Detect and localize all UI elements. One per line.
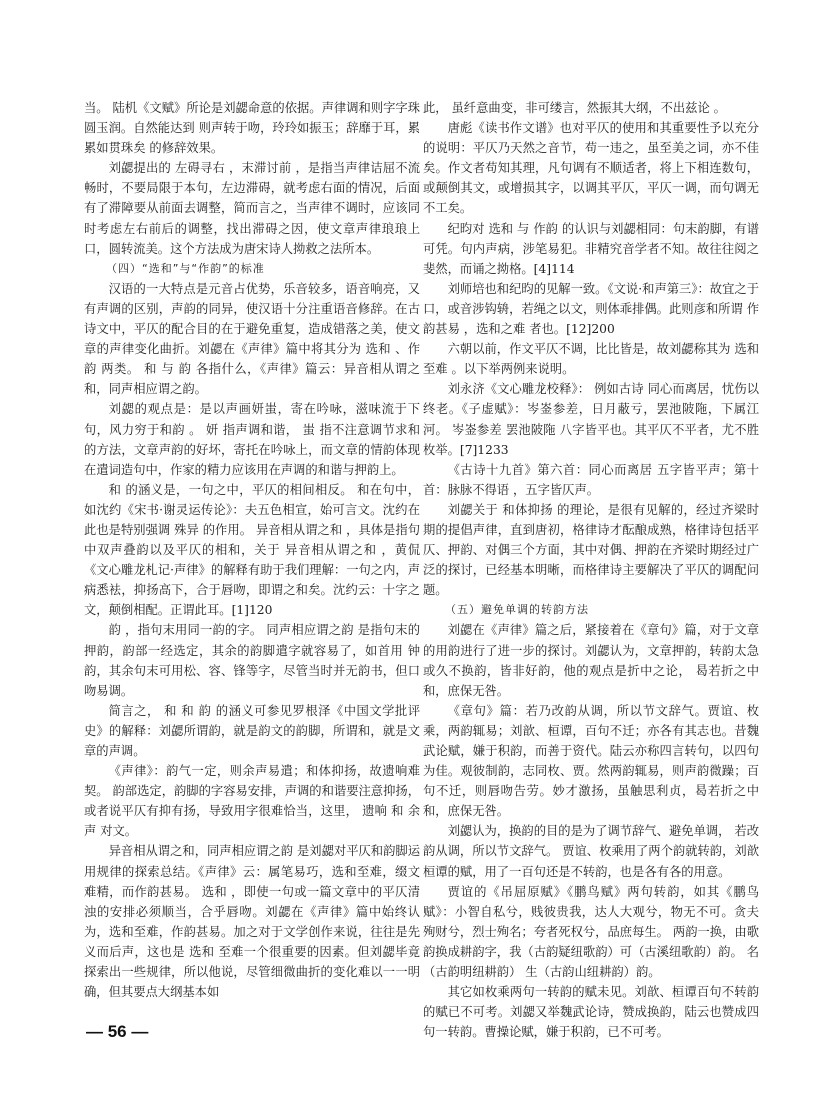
page-number: — 56 — <box>86 1022 149 1041</box>
paragraph: 异音相从谓之和，同声相应谓之韵 是刘勰对平仄和韵脚运用规律的探索总结。《声律》云：属笔易巧，选和至难，缀文难精，而作韵甚易。 选和 ，即使一句或一篇文章中的平仄清浊的安排必须顺当，合乎唇吻。刘勰在《声律》篇中始终认为，选和至难，作韵甚易。加之对于文学创作来说，往往是先义而后声，这也是 选和 至难一个很重要的因素。但刘勰毕竟探索出一些规律，所以他说，尽管细微曲折的变化难以一一明确，但其要点大纲基本如 <box>84 844 420 1000</box>
paragraph: 和 的涵义是，一句之中，平仄的相间相反。 和在句中，如沈约《宋书·谢灵运传论》：夫五色相宣，始可言文。沈约在此也是特别强调 殊异 的作用。 异音相从谓之和 ，具体是指句中双声叠韵以及平仄的相和，关于 异音相从谓之和 ，黄侃《文心雕龙札记·声律》的解释有助于我们理解：一句之内，声病悉袪，抑扬高下，合于唇吻，即谓之和矣。沈约云：十字之文，颠倒相配。正谓此耳。[1]120 <box>84 482 420 618</box>
paragraph: 《章句》篇：若乃改韵从调，所以节文辞气。贾谊、枚乘，两韵辄易；刘歆、桓谭，百句不迁；亦各有其志也。昔魏武论赋，嫌于积韵，而善于资代。陆云亦称四言转句，以四句为佳。观彼制韵，志同枚、贾。然两韵辄易，则声韵微躁；百句不迁，则唇吻告劳。妙才激扬，虽触思利贞，曷若折之中和，庶保无咎。 <box>423 703 759 819</box>
paragraph: 其它如枚乘两句一转韵的赋未见。刘歆、桓谭百句不转韵的赋已不可考。刘勰又举魏武论诗，赞成换韵，陆云也赞成四句一转韵。曹操论赋，嫌于积韵，已不可考。 <box>423 985 759 1040</box>
paragraph: 刘永济《文心雕龙校释》： 例如古诗 同心而离居，忧伤以终老。《子虚赋》：岑崟参差，日月蔽亏，罢池陂陁，下属江河。 岑崟参差 罢池陂陁 八字皆平也。其平仄不平者，尤不胜枚举。[7]1233 <box>423 382 759 457</box>
right-column <box>423 98 759 1042</box>
paragraph: 当。 陆机《文赋》所论是刘勰命意的依据。声律调和则字字珠圆玉润。自然能达到 则声转于吻，玲玲如振玉；辞靡于耳，累累如贯珠矣 的修辞效果。 <box>84 101 420 156</box>
paragraph: 《声律》：韵气一定，则余声易遣；和体抑扬，故遗响难契。 韵部选定，韵脚的字容易安排，声调的和谐要注意抑扬，或者说平仄有抑有扬，导致用字很难恰当，这里， 遗响 和 余声 对文。 <box>84 764 420 839</box>
paragraph: 刘勰提出的 左碍寻右 ，末滞讨前 ，是指当声律诘屈不流畅时，不要局限于本句，左边滞碍，就考虑右面的情况，后面有了滞障要从前面去调整，简而言之，当声律不调时，应该同时考虑左右前后的调整，找出滞碍之因，使文章声律琅琅上口，圆转流美。这个方法成为唐宋诗人拗救之法所本。 <box>84 161 420 256</box>
paragraph: 唐彪《读书作文谱》也对平仄的使用和其重要性予以充分的说明：平仄乃天然之音节，苟一违之，虽至美之词，亦不佳矣。作文者苟知其理，凡句调有不顺适者，将上下相连数句，或颠倒其文，或增损其字，以调其平仄，平仄一调，而句调无不工矣。 <box>423 121 759 216</box>
paragraph: 纪昀对 选和 与 作韵 的认识与刘勰相同：句末韵脚，有谱可凭。句内声病，涉笔易犯。非精究音学者不知。故往往阅之斐然，而诵之拗格。[4]114 <box>423 221 759 276</box>
paragraph: 刘勰认为，换韵的目的是为了调节辞气、避免单调， 若改韵从调，所以节文辞气。 贾谊、枚乘用了两个韵就转韵，刘歆桓谭的赋，用了一百句还是不转韵，也是各有各的用意。 <box>423 824 759 879</box>
left-column <box>84 98 420 1002</box>
paragraph: 六朝以前，作文平仄不调，比比皆是，故刘勰称其为 选和至难 。以下举两例来说明。 <box>423 342 759 377</box>
paragraph: 《古诗十九首》第六首：同心而离居 五字皆平声；第十首：脉脉不得语 ，五字皆仄声。 <box>423 462 759 497</box>
paragraph: 刘勰关于 和体抑扬 的理论，是很有见解的，经过齐梁时期的提倡声律，直到唐初，格律诗才酝酿成熟，格律诗包括平仄、押韵、对偶三个方面，其中对偶、押韵在齐梁时期经过广泛的探讨，已经基本明晰，而格律诗主要解决了平仄的调配问题。 <box>423 502 759 598</box>
section-heading: （五）避免单调的转韵方法 <box>445 603 589 617</box>
paragraph: 刘勰的观点是：是以声画妍蚩，寄在吟咏，滋味流于下句，风力穷于和韵 。 妍 指声调和谐， 蚩 指不注意调节求和的方法，文章声韵的好坏，寄托在吟咏上，而文章的情韵体现在遣词造句中，作家的精力应该用在声调的和谐与押韵上。 <box>84 402 420 477</box>
paragraph: 贾谊的《吊屈原赋》《鹏鸟赋》两句转韵，如其《鹏鸟赋》：小智自私兮，贱彼贵我，达人大观兮，物无不可。贪夫殉财兮，烈士殉名；夸者死权兮，品庶每生。 两韵一换，由歌韵换成耕韵字，我（古韵疑纽歌韵）可（古溪纽歌韵）韵。 名（古韵明纽耕韵） 生（古韵山纽耕韵）韵。 <box>423 884 759 980</box>
paragraph: 简言之， 和 和 韵 的涵义可参见罗根泽《中国文学批评史》的解释：刘勰所谓韵，就是韵文的韵脚，所谓和，就是文章的声调。 <box>84 703 420 758</box>
paragraph: 刘师培也和纪昀的见解一致。《文说·和声第三》：故宜之于口，或音涉钩辀，若绳之以文，则体乖排偶。此则彦和所谓 作韵甚易 ，选和之难 者也。[12]200 <box>423 281 759 337</box>
paragraph: 汉语的一大特点是元音占优势，乐音较多，语音响亮，又有声调的区别，声韵的同异，使汉语十分注重语音修辞。在古诗文中，平仄的配合目的在于避免重复，造成错落之美，使文章的声律变化曲折。刘勰在《声律》篇中将其分为 选和 、作韵 两类。 和 与 韵 各指什么，《声律》篇云：异音相从谓之和，同声相应谓之韵。 <box>84 281 420 397</box>
paragraph: 刘勰在《声律》篇之后，紧接着在《章句》篇，对于文章的用韵进行了进一步的探讨。刘勰认为，文章押韵，转韵太急或久不换韵，皆非好韵，他的观点是折中之论， 曷若折之中和，庶保无咎。 <box>423 623 759 698</box>
paragraph: 韵 ，指句末用同一韵的字。 同声相应谓之韵 是指句末的押韵，韵部一经选定，其余的韵脚遣字就容易了，如首用 钟 韵，其余句末可用松、容、锋等字，尽管当时并无韵书，但口吻易调。 <box>84 623 420 698</box>
section-heading: （四）“选和”与“作韵”的标准 <box>106 261 265 275</box>
paragraph: 此， 虽纤意曲变，非可缕言，然振其大纲，不出兹论 。 <box>423 101 726 115</box>
